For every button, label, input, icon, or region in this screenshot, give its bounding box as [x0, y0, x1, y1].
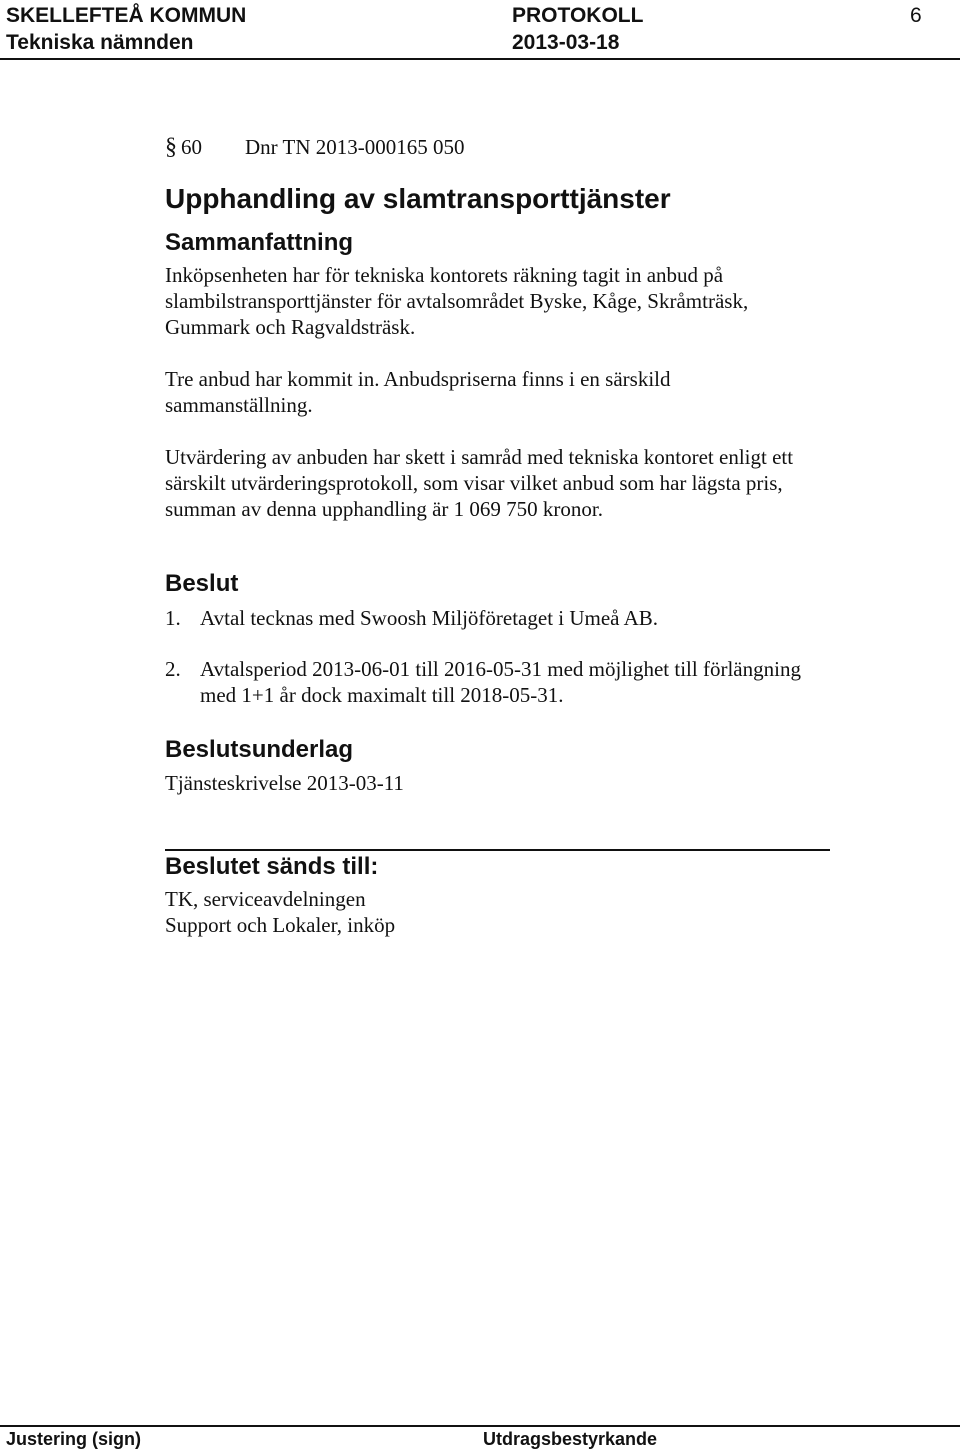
summary-line: särskilt utvärderingsprotokoll, som visar vilket anbud som har lägsta pris, [165, 471, 783, 495]
page-title: Upphandling av slamtransporttjänster [165, 183, 671, 214]
summary-heading: Sammanfattning [165, 229, 354, 256]
sent-to-list [165, 886, 395, 938]
summary-line: sammanställning. [165, 393, 313, 417]
org-name: SKELLEFTEÅ KOMMUN [6, 4, 247, 27]
header-rule [0, 58, 960, 60]
summary-line: summan av denna upphandling är 1 069 750 kronor. [165, 497, 604, 521]
sent-to-item: TK, serviceavdelningen [165, 887, 366, 911]
paragraph-sign: § [165, 134, 177, 160]
protocol-date: 2013-03-18 [512, 31, 620, 54]
decision-line: Avtalsperiod 2013-06-01 till 2016-05-31 med möjlighet till förlängning [200, 657, 801, 681]
summary-line: Tre anbud har kommit in. Anbudspriserna finns i en särskild [165, 367, 671, 391]
decision-item-num: 1. [165, 606, 181, 630]
basis-heading: Beslutsunderlag [165, 736, 354, 763]
summary-line: slambilstransporttjänster för avtalsområdet Byske, Kåge, Skråmträsk, [165, 289, 749, 313]
summary-para3 [165, 444, 793, 522]
decision-line: med 1+1 år dock maximalt till 2018-05-31. [200, 683, 564, 707]
summary-line: Gummark och Ragvaldsträsk. [165, 315, 416, 339]
summary-para1 [165, 262, 748, 340]
decision-item-num: 2. [165, 657, 181, 681]
dnr: Dnr TN 2013-000165 050 [245, 135, 465, 159]
basis-text: Tjänsteskrivelse 2013-03-11 [165, 771, 404, 795]
decision-item-text: Avtal tecknas med Swoosh Miljöföretaget i Umeå AB. [200, 606, 659, 630]
footer-utdragsbestyrkande: Utdragsbestyrkande [483, 1429, 658, 1449]
footer-justering: Justering (sign) [6, 1429, 142, 1449]
summary-line: Inköpsenheten har för tekniska kontorets räkning tagit in anbud på [165, 263, 724, 287]
divider-rule [165, 849, 830, 851]
summary-para2 [165, 366, 671, 418]
sent-to-heading: Beslutet sänds till: [165, 853, 379, 880]
page-number: 6 [910, 4, 922, 27]
doc-type: PROTOKOLL [512, 4, 644, 27]
paragraph-number: 60 [181, 135, 202, 159]
decision-item-text [200, 656, 801, 708]
decision-heading: Beslut [165, 570, 239, 597]
sent-to-item: Support och Lokaler, inköp [165, 913, 396, 937]
footer-rule [0, 1425, 960, 1427]
summary-line: Utvärdering av anbuden har skett i samråd med tekniska kontoret enligt ett [165, 445, 794, 469]
committee-name: Tekniska nämnden [6, 31, 194, 54]
